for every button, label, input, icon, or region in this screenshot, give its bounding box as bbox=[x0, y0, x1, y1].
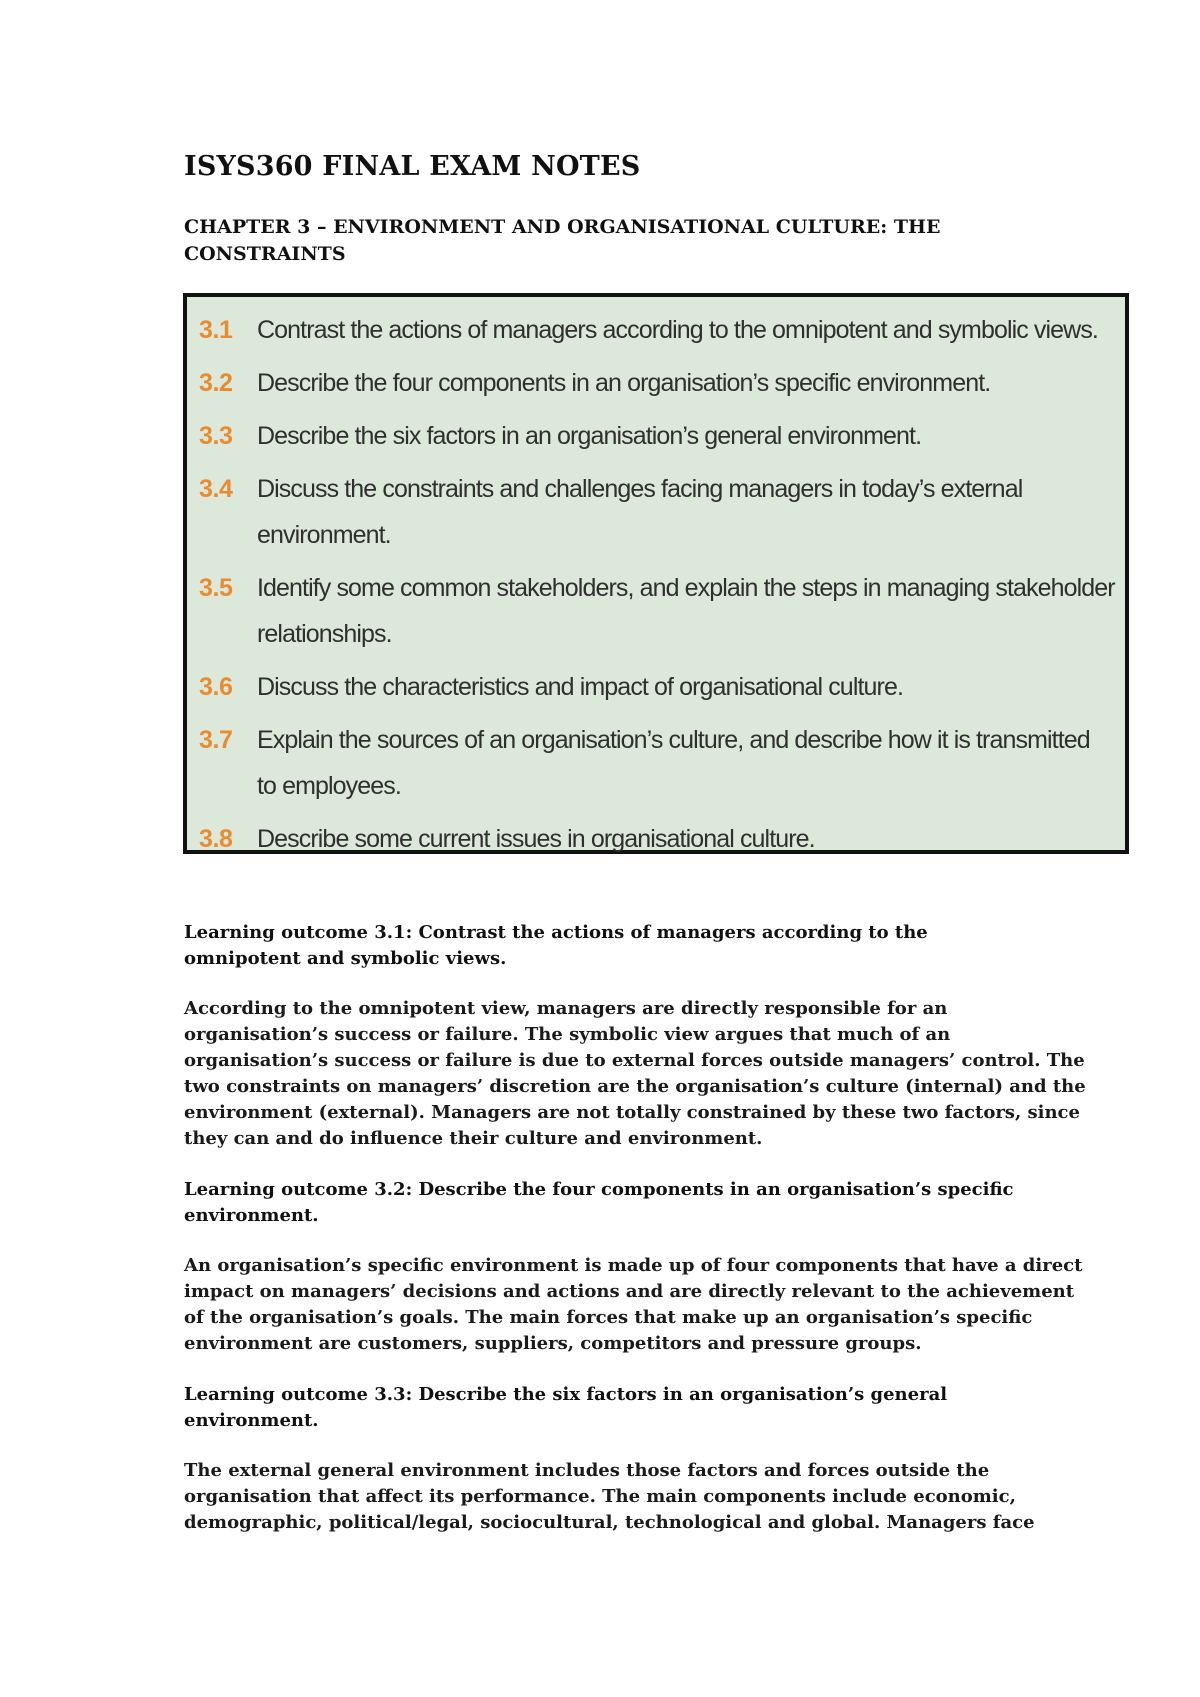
body-line: demographic, political/legal, sociocultural, technological and global. Managers face bbox=[184, 1512, 1035, 1533]
learning-outcome-line: environment. bbox=[257, 521, 391, 549]
learning-outcome-number: 3.8 bbox=[199, 825, 233, 853]
learning-outcome-text bbox=[257, 307, 1113, 353]
section-heading-line: environment. bbox=[184, 1410, 319, 1431]
learning-outcome-item bbox=[199, 565, 1113, 657]
section-heading-line: Learning outcome 3.3: Describe the six factors in an organisation’s general bbox=[184, 1384, 948, 1405]
body-line: An organisation’s specific environment is made up of four components that have a direct bbox=[184, 1255, 1083, 1276]
body-line: The external general environment includes those factors and forces outside the bbox=[184, 1460, 990, 1481]
learning-outcome-text bbox=[257, 413, 1113, 459]
learning-outcome-line: Describe some current issues in organisational culture. bbox=[257, 825, 815, 853]
learning-outcome-item bbox=[199, 664, 1113, 710]
learning-outcome-number: 3.5 bbox=[199, 574, 233, 602]
learning-outcome-line: to employees. bbox=[257, 772, 401, 800]
learning-outcome-text bbox=[257, 717, 1113, 809]
chapter-title-line: CHAPTER 3 – ENVIRONMENT AND ORGANISATIONAL CULTURE: THE bbox=[184, 216, 941, 238]
section-heading bbox=[184, 1382, 1044, 1434]
section-body bbox=[184, 1458, 1044, 1536]
learning-outcome-item bbox=[199, 717, 1113, 809]
section-heading-line: Learning outcome 3.2: Describe the four components in an organisation’s specific bbox=[184, 1179, 1014, 1200]
section-heading bbox=[184, 1177, 1044, 1229]
learning-outcome-item bbox=[199, 307, 1113, 353]
learning-outcome-number: 3.1 bbox=[199, 316, 233, 344]
learning-outcome-line: Contrast the actions of managers according to the omnipotent and symbolic views. bbox=[257, 316, 1098, 344]
learning-outcome-number: 3.4 bbox=[199, 475, 233, 503]
body-line: organisation’s success or failure is due to external forces outside managers’ control. The bbox=[184, 1050, 1085, 1071]
section-body bbox=[184, 996, 1086, 1152]
learning-outcome-text bbox=[257, 664, 1113, 710]
learning-outcome-number: 3.7 bbox=[199, 726, 233, 754]
body-line: environment (external). Managers are not totally constrained by these two factors, since bbox=[184, 1102, 1080, 1123]
body-line: they can and do influence their culture and environment. bbox=[184, 1128, 763, 1149]
learning-outcome-item bbox=[199, 413, 1113, 459]
body-line: environment are customers, suppliers, competitors and pressure groups. bbox=[184, 1333, 922, 1354]
learning-outcome-number: 3.2 bbox=[199, 369, 233, 397]
learning-outcome-text bbox=[257, 816, 1113, 862]
learning-outcome-text bbox=[257, 565, 1115, 657]
learning-outcome-text bbox=[257, 466, 1113, 558]
learning-outcome-line: Discuss the constraints and challenges facing managers in today’s external bbox=[257, 475, 1023, 503]
learning-outcome-line: Identify some common stakeholders, and explain the steps in managing stakeholder bbox=[257, 574, 1115, 602]
learning-outcome-line: Explain the sources of an organisation’s culture, and describe how it is transmitted bbox=[257, 726, 1090, 754]
chapter-title-line: CONSTRAINTS bbox=[184, 243, 346, 265]
learning-outcome-line: Describe the four components in an organisation’s specific environment. bbox=[257, 369, 991, 397]
section-heading-line: omnipotent and symbolic views. bbox=[184, 948, 507, 969]
section-heading-line: environment. bbox=[184, 1205, 319, 1226]
learning-outcome-number: 3.6 bbox=[199, 673, 233, 701]
body-line: two constraints on managers’ discretion are the organisation’s culture (internal) and the bbox=[184, 1076, 1086, 1097]
learning-outcomes-box bbox=[183, 293, 1129, 854]
body-line: of the organisation’s goals. The main forces that make up an organisation’s specific bbox=[184, 1307, 1033, 1328]
section-heading-line: Learning outcome 3.1: Contrast the actions of managers according to the bbox=[184, 922, 928, 943]
body-line: impact on managers’ decisions and actions and are directly relevant to the achievement bbox=[184, 1281, 1075, 1302]
document-title: ISYS360 FINAL EXAM NOTES bbox=[184, 151, 641, 182]
learning-outcome-text bbox=[257, 360, 1113, 406]
section-body bbox=[184, 1253, 1083, 1357]
learning-outcome-line: relationships. bbox=[257, 620, 392, 648]
learning-outcome-number: 3.3 bbox=[199, 422, 233, 450]
body-line: organisation that affect its performance. The main components include economic, bbox=[184, 1486, 1016, 1507]
body-line: organisation’s success or failure. The symbolic view argues that much of an bbox=[184, 1024, 951, 1045]
body-line: According to the omnipotent view, managers are directly responsible for an bbox=[184, 998, 948, 1019]
chapter-title bbox=[184, 214, 1044, 268]
learning-outcome-item bbox=[199, 816, 1113, 862]
learning-outcome-line: Discuss the characteristics and impact of organisational culture. bbox=[257, 673, 903, 701]
learning-outcome-item bbox=[199, 360, 1113, 406]
section-heading bbox=[184, 920, 1044, 972]
learning-outcome-item bbox=[199, 466, 1113, 558]
learning-outcome-line: Describe the six factors in an organisation’s general environment. bbox=[257, 422, 922, 450]
